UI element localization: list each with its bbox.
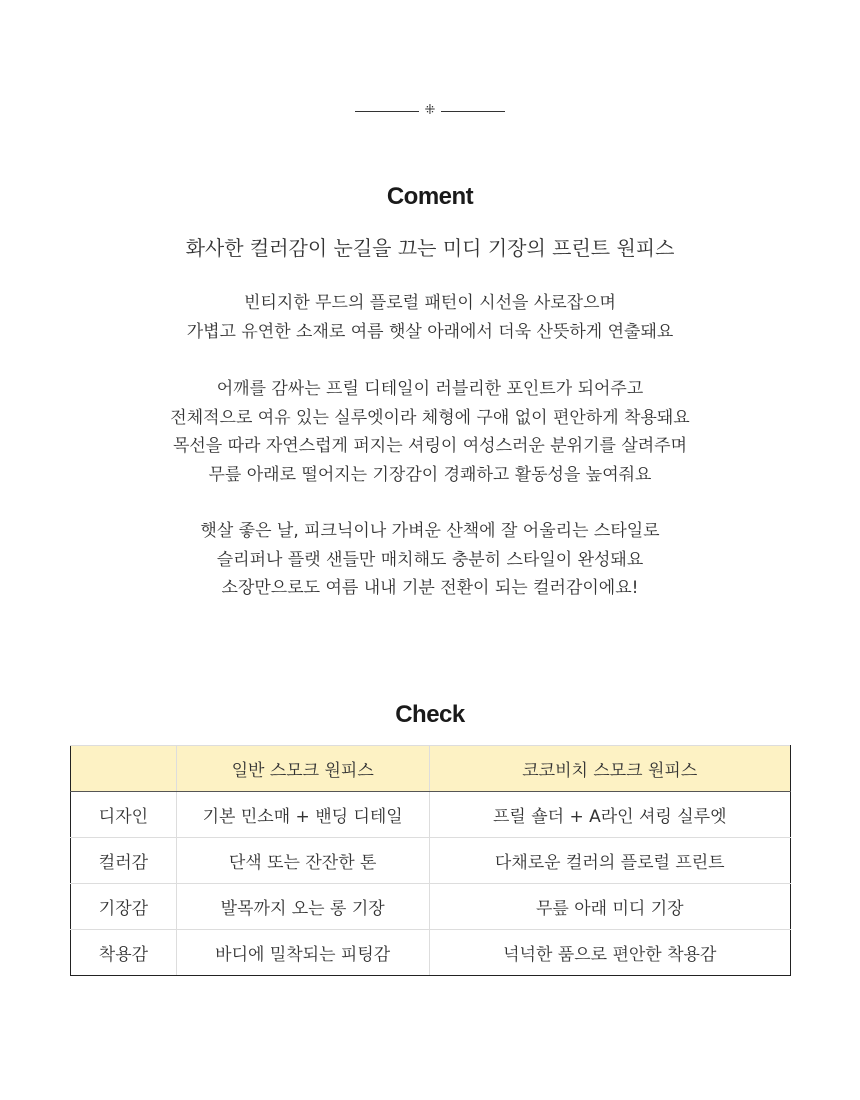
table-header-regular-dress: 일반 스모크 원피스 — [176, 746, 429, 792]
description-paragraph — [0, 289, 860, 346]
row-label: 기장감 — [71, 884, 177, 930]
coment-title: Coment — [386, 183, 474, 210]
table-row — [71, 884, 791, 930]
table-cell: 바디에 밀착되는 피팅감 — [176, 930, 429, 976]
row-label: 컬러감 — [71, 838, 177, 884]
section-divider — [0, 103, 860, 119]
table-cell: 넉넉한 품으로 편안한 착용감 — [429, 930, 791, 976]
table-cell: 무릎 아래 미디 기장 — [429, 884, 791, 930]
coment-subtitle: 화사한 컬러감이 눈길을 끄는 미디 기장의 프린트 원피스 — [185, 236, 675, 260]
description-paragraph — [0, 517, 860, 603]
description-line: 전체적으로 여유 있는 실루엣이라 체형에 구애 없이 편안하게 착용돼요 — [170, 407, 690, 428]
table-cell: 발목까지 오는 롱 기장 — [176, 884, 429, 930]
table-cell: 단색 또는 잔잔한 톤 — [176, 838, 429, 884]
table-header-row — [71, 746, 791, 792]
description-line: 어깨를 감싸는 프릴 디테일이 러블리한 포인트가 되어주고 — [216, 379, 644, 399]
flower-ornament-icon: ⁜ — [424, 103, 436, 118]
description-line: 소장만으로도 여름 내내 기분 전환이 되는 컬러감이에요! — [221, 578, 639, 598]
divider-line-left — [355, 111, 419, 112]
table-cell: 프릴 숄더 + A라인 셔링 실루엣 — [429, 792, 791, 838]
description-line: 햇살 좋은 날, 피크닉이나 가벼운 산책에 잘 어울리는 스타일로 — [200, 521, 660, 541]
table-cell: 다채로운 컬러의 플로럴 프린트 — [429, 838, 791, 884]
description-line: 무릎 아래로 떨어지는 기장감이 경쾌하고 활동성을 높여줘요 — [208, 464, 652, 485]
row-label: 착용감 — [71, 930, 177, 976]
description-paragraph — [0, 375, 860, 489]
description-line: 목선을 따라 자연스럽게 퍼지는 셔링이 여성스러운 분위기를 살려주며 — [172, 436, 688, 456]
description-line: 빈티지한 무드의 플로럴 패턴이 시선을 사로잡으며 — [244, 293, 616, 313]
description-line: 가볍고 유연한 소재로 여름 햇살 아래에서 더욱 산뜻하게 연출돼요 — [186, 321, 674, 342]
comparison-table — [70, 745, 791, 976]
table-row — [71, 792, 791, 838]
check-title: Check — [395, 701, 465, 728]
row-label: 디자인 — [71, 792, 177, 838]
table-row — [71, 930, 791, 976]
description-line: 슬리퍼나 플랫 샌들만 매치해도 충분히 스타일이 완성돼요 — [216, 549, 644, 570]
table-row — [71, 838, 791, 884]
table-header-cocobeach-dress: 코코비치 스모크 원피스 — [429, 746, 791, 792]
table-header-empty — [71, 746, 177, 792]
table-cell: 기본 민소매 + 밴딩 디테일 — [176, 792, 429, 838]
divider-line-right — [441, 111, 505, 112]
